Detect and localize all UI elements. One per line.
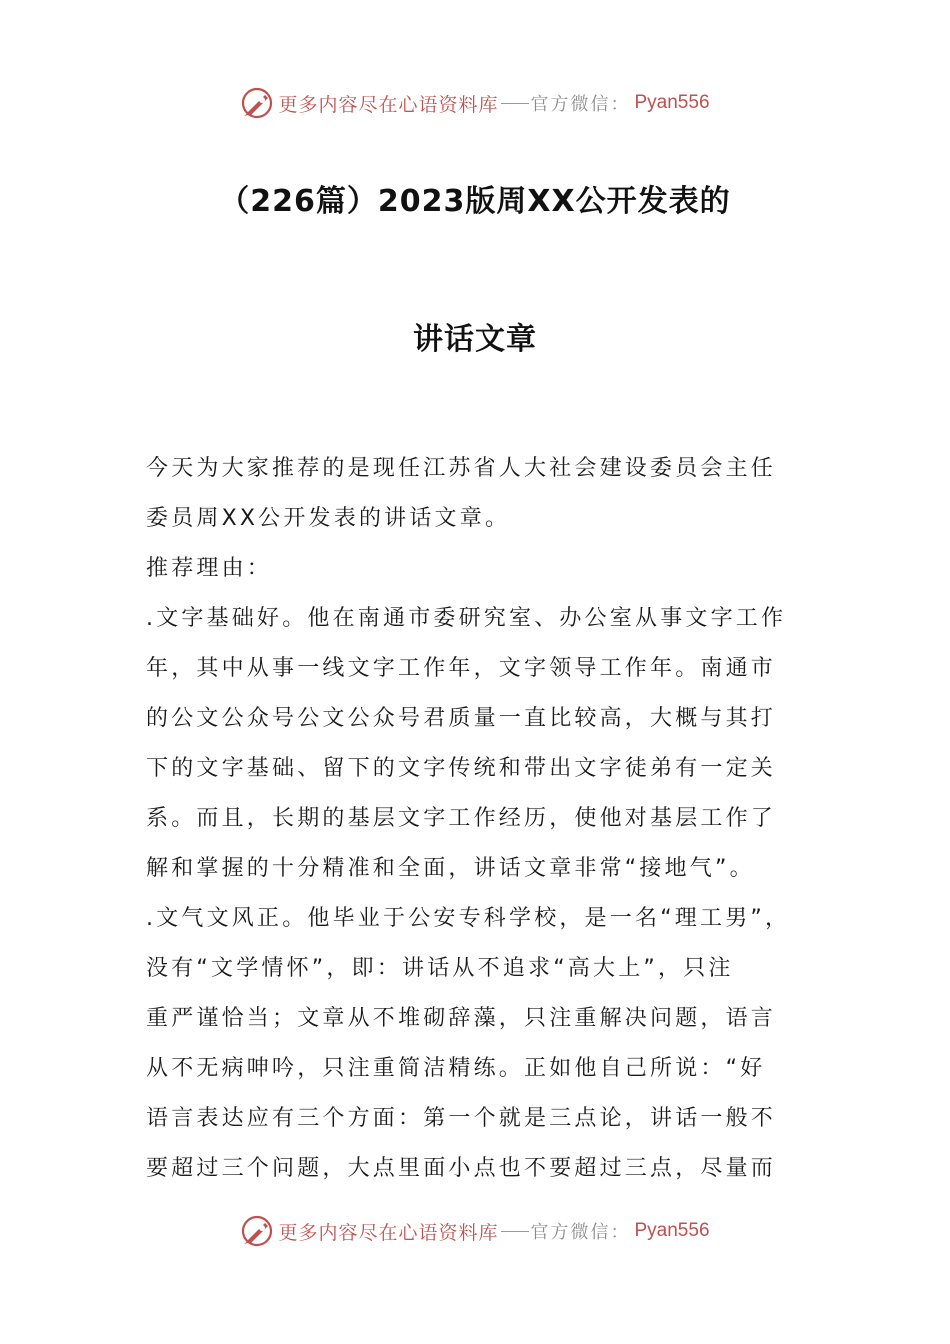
body-line: 没有“文学情怀”，即：讲话从不追求“高大上”，只注: [146, 956, 734, 981]
body-line: 要超过三个问题，大点里面小点也不要超过三点，尽量而: [146, 1156, 777, 1181]
page-title-line-2: 讲话文章: [413, 322, 537, 357]
official-wechat-label: 官方微信：: [530, 94, 631, 115]
dash-divider: [501, 103, 529, 104]
body-line: 推荐理由：: [146, 556, 273, 581]
official-wechat-label: 官方微信：: [530, 1222, 631, 1243]
dash-divider: [501, 1231, 529, 1232]
body-line: 今天为大家推荐的是现任江苏省人大社会建设委员会主任: [146, 456, 777, 481]
wechat-id: Pyan556: [634, 1220, 710, 1241]
body-line: 从不无病呻吟，只注重简洁精练。正如他自己所说：“好: [146, 1056, 766, 1081]
document-body: [146, 444, 816, 1194]
pen-logo-icon: [240, 86, 274, 120]
body-line: 委员周XX公开发表的讲话文章。: [146, 506, 511, 531]
body-line: .文气文风正。他毕业于公安专科学校，是一名“理工男”，: [146, 906, 791, 931]
footer-banner: [0, 1211, 950, 1251]
pen-logo-icon: [240, 1214, 274, 1248]
body-line: 年，其中从事一线文字工作年，文字领导工作年。南通市: [146, 656, 777, 681]
body-line: 下的文字基础、留下的文字传统和带出文字徒弟有一定关: [146, 756, 777, 781]
body-line: 解和掌握的十分精准和全面，讲话文章非常“接地气”。: [146, 856, 755, 881]
brand-text: 更多内容尽在心语资料库: [278, 93, 499, 116]
header-banner: [0, 83, 950, 123]
brand-text: 更多内容尽在心语资料库: [278, 1221, 499, 1244]
wechat-id: Pyan556: [634, 92, 710, 113]
body-line: 语言表达应有三个方面：第一个就是三点论，讲话一般不: [146, 1106, 777, 1131]
page-title-line-1: （226篇）2023版周XX公开发表的: [219, 184, 731, 219]
body-line: .文字基础好。他在南通市委研究室、办公室从事文字工作: [146, 606, 787, 631]
body-line: 重严谨恰当；文章从不堆砌辞藻，只注重解决问题，语言: [146, 1006, 777, 1031]
body-line: 系。而且，长期的基层文字工作经历，使他对基层工作了: [146, 806, 777, 831]
body-line: 的公文公众号公文公众号君质量一直比较高，大概与其打: [146, 706, 777, 731]
